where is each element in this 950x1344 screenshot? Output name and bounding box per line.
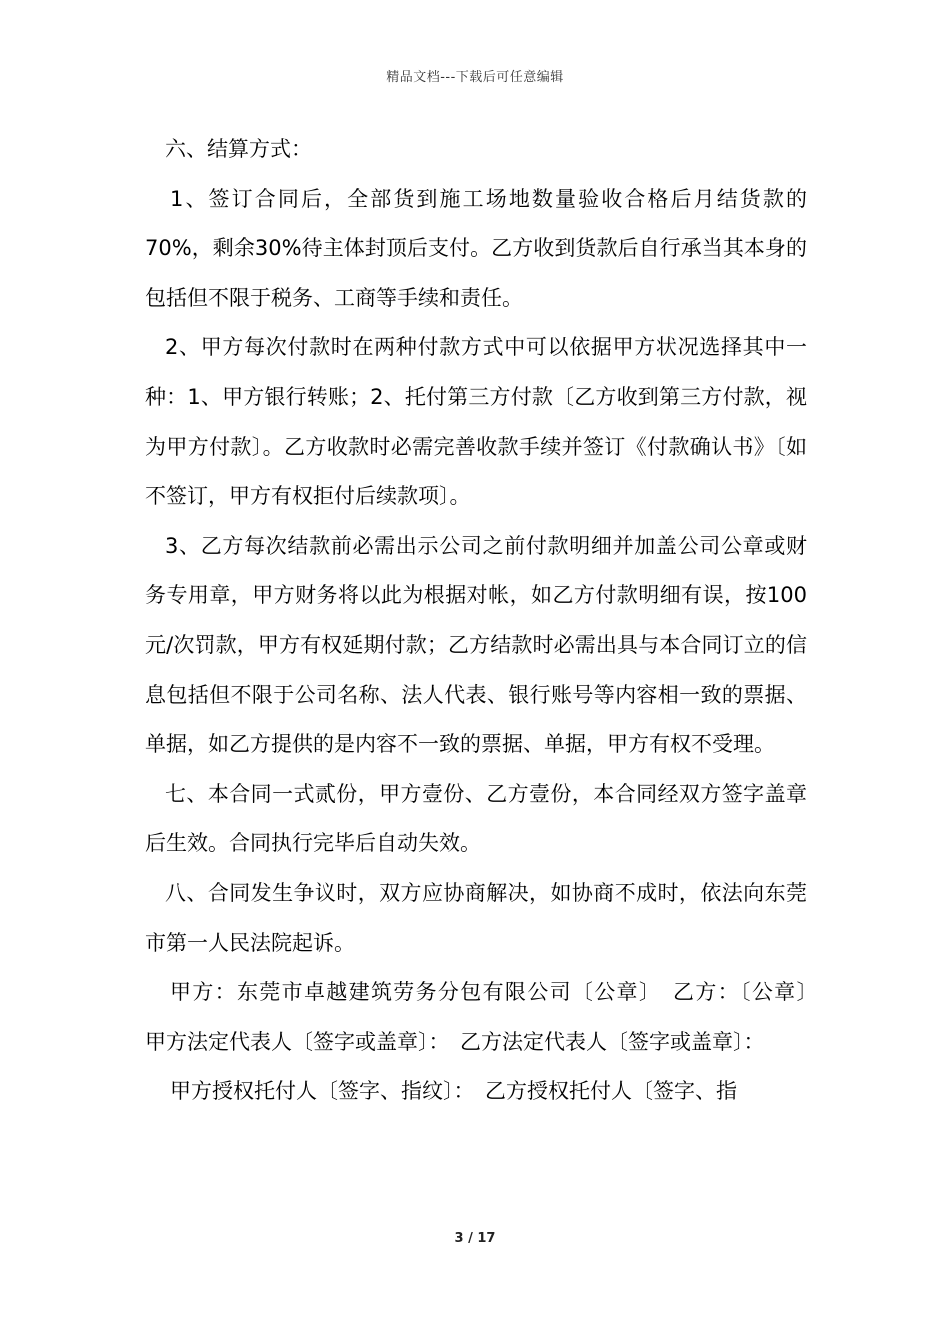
section-heading-settlement: 六、结算方式： — [165, 137, 312, 161]
page-number: 3 / 17 — [454, 1231, 496, 1246]
clause-paragraph: 1、签订合同后，全部货到施工场地数量验收合格后月结货款的70%，剩余30%待主体封顶后支付。乙方收到货款后自行承当其本身的包括但不限于税务、工商等手续和责任。 — [145, 186, 807, 310]
page-header: 精品文档---下载后可任意编辑 — [386, 70, 564, 85]
clause-paragraph: 3、乙方每次结款前必需出示公司之前付款明细并加盖公司公章或财务专用章，甲方财务将以此为根据对帐，如乙方付款明细有误，按100元/次罚款，甲方有权延期付款；乙方结款时必需出具与本合同订立的信息包括但不限于公司名称、法人代表、银行账号等内容相一致的票据、单据，如乙方提供的是内容不一致的票据、单据，甲方有权不受理。 — [145, 533, 807, 757]
signature-block: 甲方授权托付人〔签字、指纹〕： 乙方授权托付人〔签字、指 — [170, 1079, 737, 1104]
clause-paragraph: 2、甲方每次付款时在两种付款方式中可以依据甲方状况选择其中一种：1、甲方银行转账；2、托付第三方付款〔乙方收到第三方付款，视为甲方付款〕。乙方收款时必需完善收款手续并签订《付款确认书》〔如不签订，甲方有权拒付后续款项〕。 — [145, 335, 807, 509]
document-body — [145, 125, 828, 1117]
clause-paragraph: 七、本合同一式贰份，甲方壹份、乙方壹份，本合同经双方签字盖章后生效。合同执行完毕后自动失效。 — [145, 781, 807, 856]
signature-block: 甲方：东莞市卓越建筑劳务分包有限公司〔公章〕 乙方：〔公章〕 甲方法定代表人〔签字或盖章〕： 乙方法定代表人〔签字或盖章〕： — [145, 980, 828, 1054]
clause-paragraph: 八、合同发生争议时，双方应协商解决，如协商不成时，依法向东莞市第一人民法院起诉。 — [145, 880, 807, 955]
